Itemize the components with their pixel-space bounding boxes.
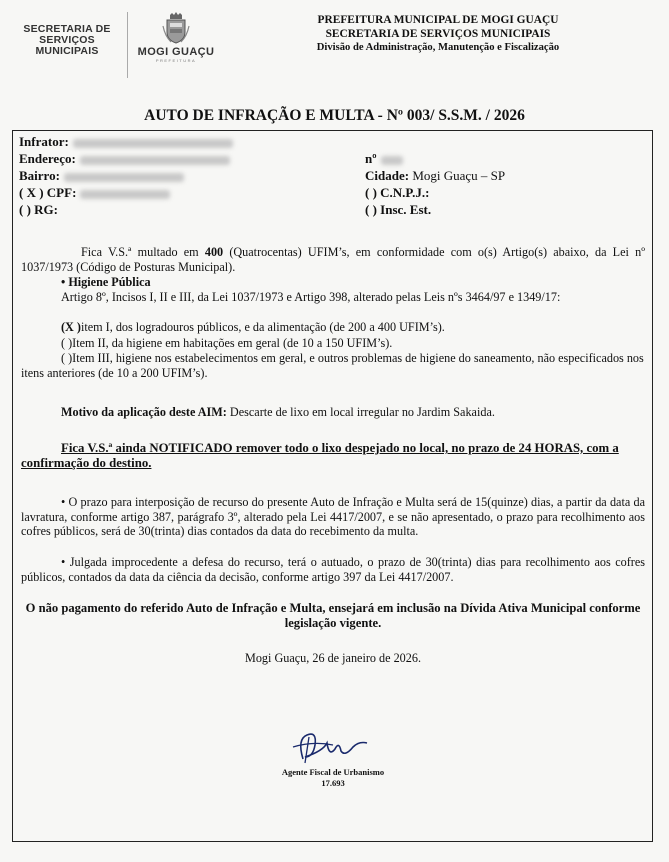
cnpj-field [365, 186, 430, 200]
cidade-field [365, 169, 505, 183]
cpf-label: ( X ) CPF: [19, 185, 77, 200]
signature-block [283, 727, 373, 772]
insc-label: ( ) Insc. Est. [365, 202, 432, 217]
rg-field [19, 203, 58, 217]
signature-caption [21, 767, 645, 789]
bairro-field [19, 169, 184, 183]
division-name: Divisão de Administração, Manutenção e Fiscalização [316, 42, 560, 53]
julgada-paragraph: • Julgada improcedente a defesa do recurso, terá o autuado, o prazo de 30(trinta) dias para recolhimento aos cofres públicos, contados da data da ciência da decisão, conforme artigo 397 da Lei 4417/2007. [21, 555, 645, 584]
document-title: AUTO DE INFRAÇÃO E MULTA - Nº 003/ S.S.M. / 2026 [144, 107, 525, 124]
redacted-cpf [80, 190, 170, 199]
fine-amount: 400 [204, 245, 224, 259]
item-1 [61, 320, 641, 335]
numero-field [365, 152, 403, 166]
endereco-label: Endereço: [19, 151, 76, 166]
fine-text-b: (Quatrocentas) UFIM’s, em conformidade com o(s) Artigo(s) abaixo, da Lei nº 1037/1973 (Código de Posturas Municipal). [21, 245, 645, 274]
coat-of-arms-icon [161, 12, 191, 44]
cpf-field [19, 186, 170, 200]
rg-label: ( ) RG: [19, 202, 58, 217]
secretaria-name: SECRETARIA DE SERVIÇOS MUNICIPAIS [325, 28, 551, 40]
letterhead [0, 0, 669, 90]
infrator-field [19, 135, 233, 149]
cnpj-label: ( ) C.N.P.J.: [365, 185, 430, 200]
artigo-line: Artigo 8º, Incisos I, II e III, da Lei 1037/1973 e Artigo 398, alterado pelas Leis nºs 3464/97 e 1349/17: [61, 290, 561, 304]
city-logo-name: MOGI GUAÇU [137, 46, 215, 58]
secretaria-logo-line: SERVIÇOS [39, 34, 95, 46]
notification-text: Fica V.S.ª ainda NOTIFICADO remover todo o lixo despejado no local, no prazo de 24 HORAS, com a confirmação do destino. [21, 441, 619, 470]
handwritten-signature-icon [283, 727, 373, 767]
redacted-address [80, 156, 230, 165]
city-logo-subtitle: PREFEITURA [155, 58, 197, 63]
insc-field [365, 203, 431, 217]
item-2: ( )Item II, da higiene em habitações em geral (de 10 a 150 UFIM’s). [61, 336, 393, 350]
secretaria-logo-line: SECRETARIA DE [23, 23, 111, 35]
secretaria-logo [14, 24, 120, 57]
higiene-heading: • Higiene Pública [61, 275, 151, 289]
signature-role: Agente Fiscal de Urbanismo [281, 767, 385, 777]
divida-ativa-warning: O não pagamento do referido Auto de Infração e Multa, ensejará em inclusão na Dívida Ativa Municipal conforme legislação vigente. [25, 601, 641, 630]
place-date: Mogi Guaçu, 26 de janeiro de 2026. [245, 651, 421, 665]
item-3: ( )Item III, higiene nos estabelecimentos em geral, e outros problemas de higiene do saneamento, não especificados nos itens anteriores (de 10 a 200 UFIM’s). [21, 351, 644, 380]
secretaria-logo-line: MUNICIPAIS [35, 45, 99, 57]
item-1-mark: (X ) [61, 320, 81, 334]
motivo-line [61, 405, 641, 420]
fine-text-a: Fica V.S.ª multado em [81, 245, 205, 259]
redacted-bairro [64, 173, 184, 182]
cidade-value: Mogi Guaçu – SP [412, 168, 506, 183]
item-1-text: item I, dos logradouros públicos, e da alimentação (de 200 a 400 UFIM’s). [80, 320, 445, 334]
motivo-label: Motivo da aplicação deste AIM: [61, 405, 227, 419]
infraction-form-box [12, 130, 653, 842]
numero-label: nº [365, 151, 377, 166]
prazo-paragraph: • O prazo para interposição de recurso do presente Auto de Infração e Multa será de 15(quinze) dias, a partir da data da lavratura, conforme artigo 387, parágrafo 3º, alterado pela Lei 4417/2007, e se não apresentado, o prazo para recolhimento aos cofres públicos, será de 30(trinta) dias contados da data do recebimento da multa. [21, 495, 645, 538]
city-coat-of-arms [136, 12, 216, 63]
prefeitura-name: PREFEITURA MUNICIPAL DE MOGI GUAÇU [317, 14, 559, 26]
fine-paragraph [21, 245, 645, 274]
signature-number: 17.693 [321, 778, 345, 788]
endereco-field [19, 152, 230, 166]
redacted-number [381, 156, 403, 165]
cidade-label: Cidade: [365, 168, 410, 183]
infrator-label: Infrator: [19, 134, 69, 149]
logo-divider [127, 12, 128, 78]
redacted-name [73, 139, 233, 148]
motivo-text: Descarte de lixo em local irregular no Jardim Sakaida. [226, 405, 495, 419]
bairro-label: Bairro: [19, 168, 60, 183]
letterhead-text [228, 13, 648, 55]
